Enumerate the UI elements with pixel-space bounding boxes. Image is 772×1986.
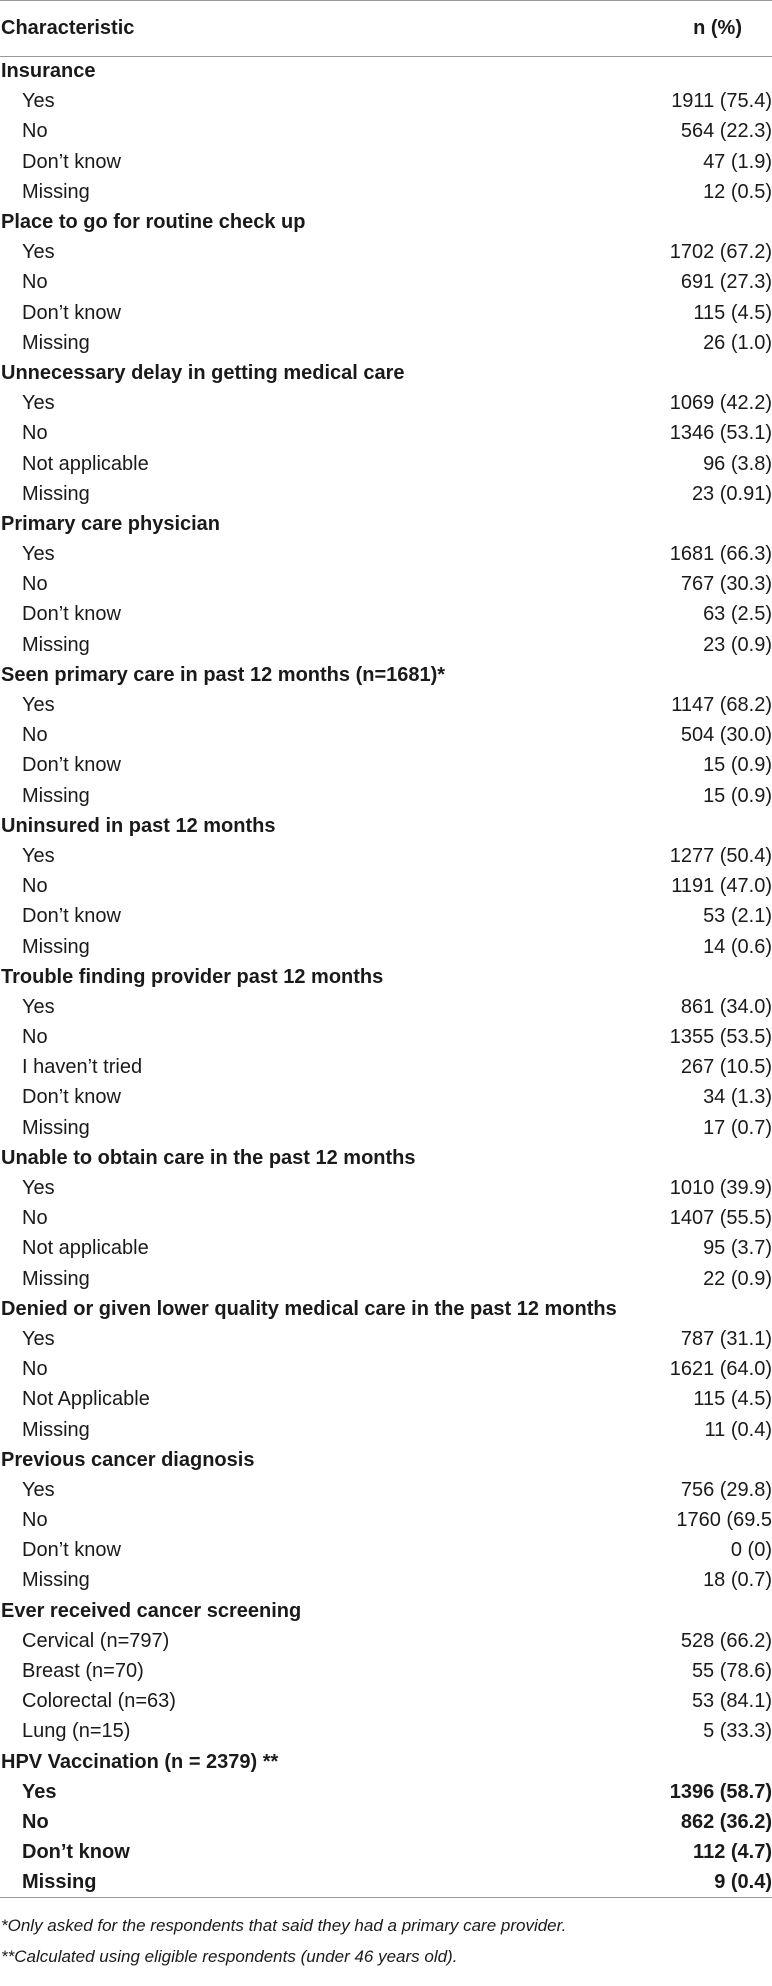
table-row bbox=[0, 1355, 772, 1385]
row-value: 22 (0.9) bbox=[703, 1267, 772, 1290]
row-label: Don’t know bbox=[22, 1539, 121, 1562]
row-value: 1147 (68.2) bbox=[671, 694, 772, 717]
table-row bbox=[0, 117, 772, 147]
table-row bbox=[0, 1053, 772, 1083]
row-value: 1760 (69.5 bbox=[676, 1509, 772, 1532]
row-value: 9 (0.4) bbox=[620, 1868, 772, 1898]
row-value: 1407 (55.5) bbox=[669, 1207, 772, 1230]
row-label: Yes bbox=[22, 392, 55, 415]
row-label: Missing bbox=[22, 180, 90, 203]
table-row bbox=[0, 1566, 772, 1596]
table-row bbox=[0, 570, 772, 600]
row-label: Don’t know bbox=[22, 754, 121, 777]
row-label: Missing bbox=[0, 1868, 620, 1898]
table-row bbox=[0, 690, 772, 720]
row-label: Don’t know bbox=[22, 905, 121, 928]
row-label: No bbox=[22, 875, 48, 898]
row-value: 787 (31.1) bbox=[680, 1327, 772, 1350]
row-label: No bbox=[22, 1358, 48, 1381]
row-label: Lung (n=15) bbox=[22, 1720, 131, 1743]
section-title: Denied or given lower quality medical care in the past 12 months bbox=[1, 1297, 617, 1320]
table-row bbox=[0, 1506, 772, 1536]
section-header-row bbox=[0, 962, 772, 992]
row-label: Missing bbox=[22, 1267, 90, 1290]
row-value: 767 (30.3) bbox=[680, 573, 772, 596]
row-value: 1069 (42.2) bbox=[669, 392, 772, 415]
row-label: Yes bbox=[22, 90, 55, 113]
table-row bbox=[0, 389, 772, 419]
row-value: 115 (4.5) bbox=[693, 1388, 772, 1411]
section-header-row bbox=[0, 207, 772, 237]
row-value: 1681 (66.3) bbox=[669, 543, 772, 566]
row-label: Missing bbox=[22, 1569, 90, 1592]
section-title: Place to go for routine check up bbox=[1, 211, 306, 234]
row-value: 95 (3.7) bbox=[703, 1237, 772, 1260]
row-value: 47 (1.9) bbox=[703, 150, 772, 173]
row-label: No bbox=[22, 120, 48, 143]
row-label: Don’t know bbox=[22, 150, 121, 173]
section-header-row bbox=[0, 1747, 772, 1777]
section-header-row bbox=[0, 1445, 772, 1475]
table-row bbox=[0, 1626, 772, 1656]
row-label: Not applicable bbox=[22, 1237, 149, 1260]
row-label: Missing bbox=[22, 1116, 90, 1139]
row-label: No bbox=[22, 1509, 48, 1532]
table-row bbox=[0, 1687, 772, 1717]
header-row bbox=[0, 1, 772, 57]
row-value: 63 (2.5) bbox=[703, 603, 772, 626]
section-title: Ever received cancer screening bbox=[1, 1599, 302, 1622]
row-value: 96 (3.8) bbox=[703, 452, 772, 475]
row-value: 1346 (53.1) bbox=[669, 422, 772, 445]
row-value: 1191 (47.0) bbox=[671, 875, 772, 898]
row-label: No bbox=[22, 1026, 48, 1049]
row-label: No bbox=[22, 422, 48, 445]
row-value: 55 (78.6) bbox=[691, 1660, 772, 1683]
table-row bbox=[0, 479, 772, 509]
row-value: 267 (10.5) bbox=[680, 1056, 772, 1079]
table-row bbox=[0, 1173, 772, 1203]
table-row bbox=[0, 1868, 772, 1898]
table-row bbox=[0, 1023, 772, 1053]
row-label: Yes bbox=[22, 844, 55, 867]
row-value: 112 (4.7) bbox=[693, 1841, 772, 1864]
row-label: Missing bbox=[22, 784, 90, 807]
row-label: Missing bbox=[22, 482, 90, 505]
row-value: 1010 (39.9) bbox=[669, 1177, 772, 1200]
table-row bbox=[0, 721, 772, 751]
section-title: HPV Vaccination (n = 2379) ** bbox=[1, 1750, 279, 1773]
row-value: 1277 (50.4) bbox=[669, 844, 772, 867]
table-row bbox=[0, 872, 772, 902]
table-row bbox=[0, 540, 772, 570]
table-row bbox=[0, 419, 772, 449]
section-title: Unable to obtain care in the past 12 months bbox=[1, 1146, 416, 1169]
section-header-row bbox=[0, 57, 772, 87]
table-row bbox=[0, 1536, 772, 1566]
table-row bbox=[0, 841, 772, 871]
table-row bbox=[0, 298, 772, 328]
row-label: No bbox=[22, 271, 48, 294]
header-characteristic: Characteristic bbox=[0, 1, 620, 57]
row-label: Yes bbox=[22, 1327, 55, 1350]
section-title: Primary care physician bbox=[1, 512, 221, 535]
table-row bbox=[0, 1475, 772, 1505]
section-title: Seen primary care in past 12 months (n=1681)* bbox=[1, 663, 446, 686]
row-label: Not Applicable bbox=[22, 1388, 150, 1411]
table-row bbox=[0, 328, 772, 358]
row-value: 1396 (58.7) bbox=[669, 1780, 772, 1803]
row-value: 861 (34.0) bbox=[680, 995, 772, 1018]
section-header-row bbox=[0, 660, 772, 690]
table-row bbox=[0, 932, 772, 962]
row-value: 691 (27.3) bbox=[680, 271, 772, 294]
row-label: Not applicable bbox=[22, 452, 149, 475]
row-label: Missing bbox=[22, 331, 90, 354]
row-value: 53 (2.1) bbox=[703, 905, 772, 928]
section-title: Trouble finding provider past 12 months bbox=[1, 965, 384, 988]
section-title: Previous cancer diagnosis bbox=[1, 1448, 255, 1471]
row-label: Missing bbox=[22, 1418, 90, 1441]
table-row bbox=[0, 1777, 772, 1807]
table-row bbox=[0, 1656, 772, 1686]
row-value: 11 (0.4) bbox=[704, 1418, 772, 1441]
row-value: 756 (29.8) bbox=[680, 1478, 772, 1501]
table-row bbox=[0, 1113, 772, 1143]
table-row bbox=[0, 449, 772, 479]
row-label: No bbox=[22, 573, 48, 596]
row-value: 1621 (64.0) bbox=[669, 1358, 772, 1381]
table-row bbox=[0, 87, 772, 117]
row-value: 528 (66.2) bbox=[680, 1629, 772, 1652]
footnotes bbox=[0, 1898, 772, 1972]
section-title: Unnecessary delay in getting medical care bbox=[1, 361, 405, 384]
footnote: *Only asked for the respondents that said they had a primary care provider. bbox=[1, 1916, 567, 1936]
row-value: 504 (30.0) bbox=[680, 724, 772, 747]
row-label: Yes bbox=[22, 995, 55, 1018]
table-row bbox=[0, 600, 772, 630]
table-row bbox=[0, 1717, 772, 1747]
row-value: 17 (0.7) bbox=[703, 1116, 772, 1139]
table-row bbox=[0, 1204, 772, 1234]
row-label: Cervical (n=797) bbox=[22, 1629, 170, 1652]
row-value: 12 (0.5) bbox=[703, 180, 772, 203]
table-row bbox=[0, 238, 772, 268]
table-row bbox=[0, 1385, 772, 1415]
table-row bbox=[0, 177, 772, 207]
row-value: 18 (0.7) bbox=[703, 1569, 772, 1592]
row-label: Breast (n=70) bbox=[22, 1660, 144, 1683]
row-label: Don’t know bbox=[22, 301, 121, 324]
row-value: 1911 (75.4) bbox=[671, 90, 772, 113]
table-body bbox=[0, 57, 772, 1898]
row-value: 23 (0.91) bbox=[691, 482, 772, 505]
row-value: 862 (36.2) bbox=[680, 1810, 772, 1833]
row-label: Don’t know bbox=[22, 1841, 130, 1864]
section-header-row bbox=[0, 358, 772, 388]
section-header-row bbox=[0, 1596, 772, 1626]
section-header-row bbox=[0, 1294, 772, 1324]
row-value: 23 (0.9) bbox=[703, 633, 772, 656]
footnote: **Calculated using eligible respondents (under 46 years old). bbox=[1, 1947, 458, 1967]
section-title: Uninsured in past 12 months bbox=[1, 814, 276, 837]
row-label: Missing bbox=[22, 633, 90, 656]
row-value: 1702 (67.2) bbox=[669, 241, 772, 264]
table-row bbox=[0, 1234, 772, 1264]
table-row bbox=[0, 630, 772, 660]
row-label: Don’t know bbox=[22, 603, 121, 626]
section-header-row bbox=[0, 811, 772, 841]
row-value: 14 (0.6) bbox=[703, 935, 772, 958]
table-row bbox=[0, 1415, 772, 1445]
row-label: Yes bbox=[22, 543, 55, 566]
row-label: Yes bbox=[22, 694, 55, 717]
row-value: 26 (1.0) bbox=[703, 331, 772, 354]
table-row bbox=[0, 1807, 772, 1837]
row-label: Missing bbox=[22, 935, 90, 958]
row-label: Yes bbox=[22, 1177, 55, 1200]
row-label: Yes bbox=[22, 241, 55, 264]
table-row bbox=[0, 781, 772, 811]
row-label: Don’t know bbox=[22, 1086, 121, 1109]
table-row bbox=[0, 268, 772, 298]
row-label: I haven’t tried bbox=[22, 1056, 143, 1079]
table-row bbox=[0, 1264, 772, 1294]
table-row bbox=[0, 1838, 772, 1868]
row-value: 53 (84.1) bbox=[691, 1690, 772, 1713]
section-header-row bbox=[0, 1143, 772, 1173]
section-title: Insurance bbox=[1, 60, 96, 83]
row-label: Yes bbox=[22, 1478, 55, 1501]
table-row bbox=[0, 1324, 772, 1354]
row-label: No bbox=[22, 724, 48, 747]
row-value: 15 (0.9) bbox=[703, 754, 772, 777]
row-value: 15 (0.9) bbox=[703, 784, 772, 807]
header-n-percent: n (%) bbox=[620, 1, 772, 57]
table-row bbox=[0, 902, 772, 932]
row-value: 1355 (53.5) bbox=[669, 1026, 772, 1049]
row-value: 564 (22.3) bbox=[680, 120, 772, 143]
row-label: Yes bbox=[22, 1780, 57, 1803]
row-value: 0 (0) bbox=[730, 1539, 772, 1562]
table-row bbox=[0, 147, 772, 177]
table-row bbox=[0, 751, 772, 781]
table-row bbox=[0, 1083, 772, 1113]
row-label: No bbox=[22, 1810, 49, 1833]
row-label: No bbox=[22, 1207, 48, 1230]
row-label: Colorectal (n=63) bbox=[22, 1690, 176, 1713]
section-header-row bbox=[0, 509, 772, 539]
row-value: 5 (33.3) bbox=[703, 1720, 772, 1743]
table-row bbox=[0, 992, 772, 1022]
row-value: 34 (1.3) bbox=[703, 1086, 772, 1109]
row-value: 115 (4.5) bbox=[693, 301, 772, 324]
